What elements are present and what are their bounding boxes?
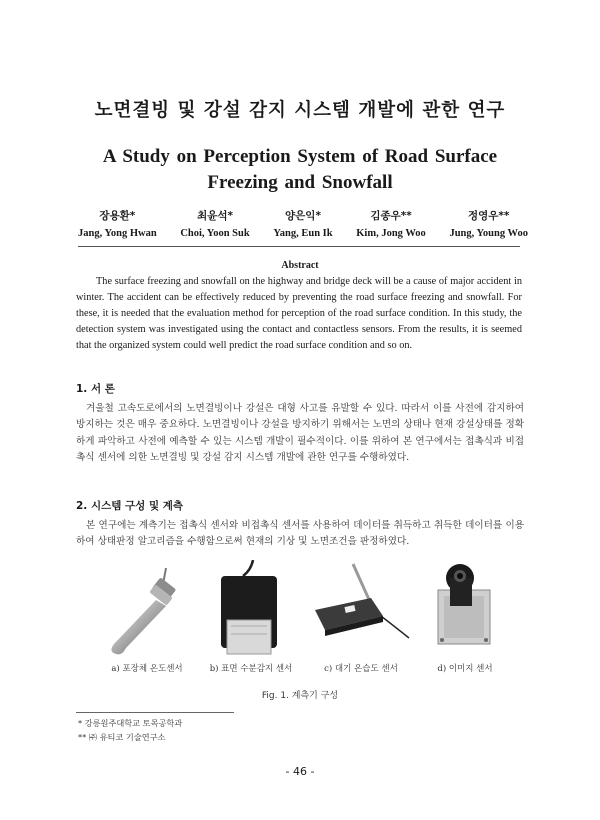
- author-name-english: Yang, Eun Ik: [273, 228, 333, 239]
- figure-caption-a: a) 포장체 온도센서: [111, 664, 183, 674]
- footnote-affiliation-2: ** ㈜ 유티코 기술연구소: [78, 732, 166, 742]
- footnote-divider: [76, 712, 234, 713]
- divider: [78, 246, 520, 247]
- camera-image: [430, 560, 500, 660]
- author-name-korean: 최윤석*: [197, 210, 233, 222]
- paper-title-english-line1: A Study on Perception System of Road Surface: [102, 146, 498, 167]
- section-body-introduction: 겨울철 고속도로에서의 노면결빙이나 강설은 대형 사고를 유발할 수 있다. 따라서 이를 사전에 감지하여 방지하는 것은 매우 중요하다. 노면결빙이나 강설을 방지하기 위해서는 노면의 상태나 현재 강설상태를 정확하게 파악하고 사전에 예측할 수 있는 시스템 개발이 필수적이다. 이를 위하여 본 연구에서는 접촉식과 비접촉식 센서에 의한 노면결빙 및 강설 감지 시스템 개발에 관한 연구를 수행하였다.: [76, 403, 524, 464]
- section-heading-introduction: 1. 서 론: [76, 383, 115, 395]
- moisture-sensor-image: [213, 560, 293, 660]
- section-body-system: 본 연구에는 계측기는 접촉식 센서와 비접촉식 센서를 사용하여 데이터를 취득하고 취득한 데이터를 이용하여 상태판정 알고리즘을 수행함으로써 현재의 기상 및 노면조건을 판정하였다.: [76, 520, 524, 548]
- author-name-english: Jung, Young Woo: [449, 228, 528, 239]
- figure-caption-b: b) 표면 수분감지 센서: [209, 664, 293, 674]
- abstract-heading: Abstract: [281, 260, 319, 271]
- author: [273, 208, 332, 239]
- author: [180, 208, 249, 239]
- author-name-english: Choi, Yoon Suk: [180, 228, 250, 239]
- figure-title: Fig. 1. 계측기 구성: [261, 691, 339, 701]
- author-name-korean: 장용환*: [99, 210, 136, 222]
- figure-image-sensor: [430, 560, 500, 660]
- figure-pavement-temperature-sensor: [96, 560, 196, 660]
- humidity-sensor-image: [313, 560, 413, 660]
- figure-caption-d: d) 이미지 센서: [437, 664, 493, 674]
- paper-title-english-line2: Freezing and Snowfall: [207, 172, 393, 193]
- temperature-probe-image: [96, 560, 196, 660]
- author-name-korean: 김종우**: [370, 210, 412, 222]
- author-name-english: Jang, Yong Hwan: [78, 228, 157, 239]
- figure-air-humidity-sensor: [313, 560, 413, 660]
- author-name-korean: 정영우**: [467, 210, 510, 222]
- figure-surface-moisture-sensor: [213, 560, 293, 660]
- footnote-affiliation-1: * 강릉원주대학교 토목공학과: [78, 718, 183, 728]
- author: [78, 208, 157, 239]
- section-heading-system: 2. 시스템 구성 및 계측: [76, 500, 184, 512]
- paper-title-korean: 노면결빙 및 강설 감지 시스템 개발에 관한 연구: [94, 100, 506, 121]
- page-number: - 46 -: [285, 765, 315, 778]
- author-name-korean: 양은익*: [285, 210, 321, 222]
- author: [449, 208, 528, 239]
- author-list: [78, 208, 528, 239]
- author: [356, 208, 426, 239]
- author-name-english: Kim, Jong Woo: [356, 228, 426, 239]
- figure-caption-c: c) 대기 온습도 센서: [324, 664, 398, 674]
- abstract-text: The surface freezing and snowfall on the highway and bridge deck will be a cause of major accident in winter. The accident can be effectively reduced by preventing the road surface freezing and snowfall. For these, it is needed that the evaluation method for perception of the road surface condition. In this study, the detection system was investigated using the contact and contactless sensors. From the results, it is seemed that the organized system could well predict the road surface condition and so on.: [76, 276, 522, 351]
